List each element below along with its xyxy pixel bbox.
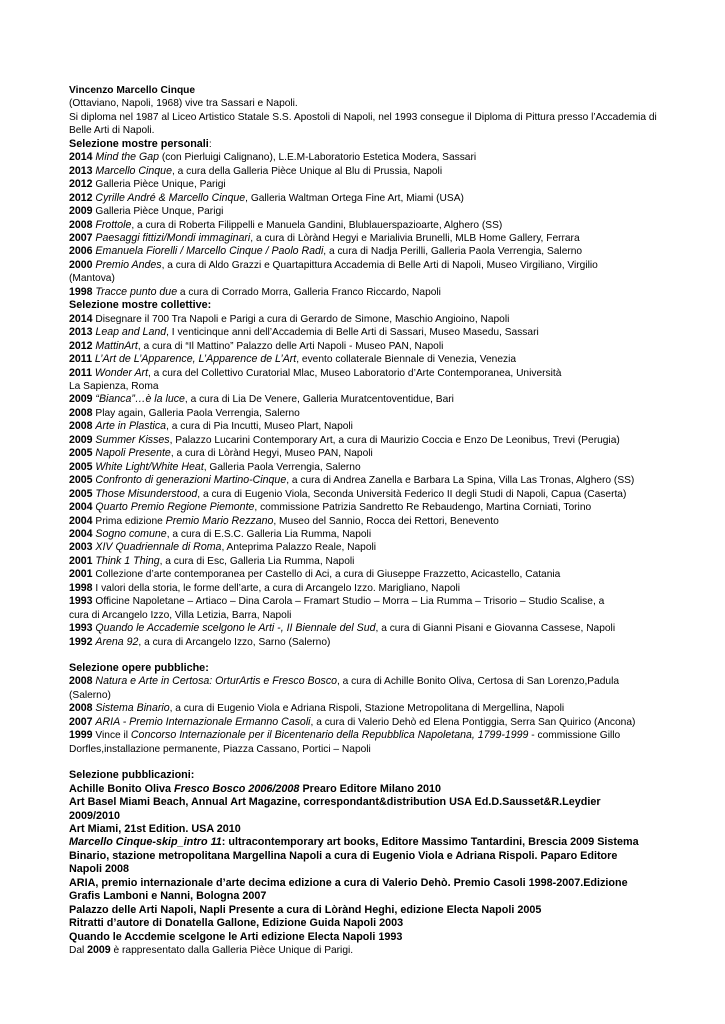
- entry-details: , a cura di Roberta Filippelli e Manuela Gandini, Blublauerspazioarte, Alghero (SS): [131, 219, 503, 231]
- list-item: [69, 729, 649, 742]
- list-item: [69, 609, 649, 622]
- list-item: [69, 689, 649, 702]
- list-item: [69, 353, 649, 366]
- list-item: [69, 407, 649, 420]
- entry-details: , a cura di Pia Incutti, Museo Plart, Napoli: [166, 421, 353, 433]
- publication-text: Prearo Editore Milano 2010: [299, 782, 442, 795]
- entry-details: , a cura di E.S.C. Galleria Lia Rumma, Napoli: [166, 528, 372, 540]
- publication-text: Napoli 2008: [69, 863, 130, 876]
- list-item: [69, 232, 649, 245]
- entry-year: 2000: [69, 258, 93, 271]
- entry-year: 2005: [69, 460, 93, 473]
- list-item: [69, 582, 649, 595]
- entry-year: 2011: [69, 353, 92, 366]
- entry-details: , Museo del Sannio, Rocca dei Rettori, Benevento: [273, 515, 499, 527]
- entry-year: 2006: [69, 245, 93, 258]
- list-item: [69, 192, 649, 205]
- list-item: [69, 272, 649, 285]
- entry-year: 2009: [69, 393, 93, 406]
- entry-year: 2008: [69, 702, 93, 715]
- entry-details: , a cura della Galleria Pièce Unique al Blu di Prussia, Napoli: [171, 165, 443, 177]
- entry-details: , a cura di Andrea Zanella e Barbara La Spina, Villa Las Tronas, Alghero (SS): [286, 475, 635, 487]
- list-item: [69, 501, 649, 514]
- list-item: [69, 675, 649, 688]
- entry-details: Galleria Pièce Unque, Parigi: [92, 206, 224, 218]
- entry-details: , a cura del Collettivo Curatorial Mlac, Museo Laboratorio d’Arte Contemporanea, Università: [148, 367, 562, 379]
- publication-line: [69, 904, 649, 917]
- publication-text: 2009/2010: [69, 809, 121, 822]
- entry-details: , a cura di Arcangelo Izzo, Sarno (Salerno): [138, 636, 331, 648]
- publication-line: [69, 823, 649, 836]
- list-item: [69, 151, 649, 164]
- publication-title: Fresco Bosco 2006/2008: [174, 782, 300, 795]
- list-item: [69, 461, 649, 474]
- list-item: [69, 313, 649, 326]
- list-item: [69, 595, 649, 608]
- artist-name: Vincenzo Marcello Cinque: [69, 85, 196, 96]
- entry-details: , a cura di Eugenio Viola e Adriana Rispoli, Stazione Metropolitana di Mergellina, Napoli: [169, 703, 565, 715]
- entry-title: Emanuela Fiorelli / Marcello Cinque / Paolo Radi: [95, 245, 324, 258]
- publication-text: Palazzo delle Arti Napoli, Napli Presente a cura di Lòrànd Heghi, edizione Electa Napoli 2005: [69, 903, 542, 916]
- footer-year: 2009: [87, 944, 111, 957]
- list-item: [69, 165, 649, 178]
- entry-year: 2004: [69, 527, 93, 540]
- entry-year: 2004: [69, 514, 93, 527]
- entry-details: La Sapienza, Roma: [69, 380, 159, 392]
- list-item: [69, 702, 649, 715]
- entry-title: XIV Quadriennale di Roma: [95, 541, 222, 554]
- publication-line: [69, 836, 649, 849]
- entry-year: 2005: [69, 487, 93, 500]
- publication-text: Binario, stazione metropolitana Margellina Napoli a cura di Eugenio Viola e Adriana Rispoli. Paparo Editore: [69, 849, 618, 862]
- entry-year: 2014: [69, 312, 93, 325]
- list-item: [69, 178, 649, 191]
- entry-year: 2003: [69, 541, 93, 554]
- entry-title: ARIA - Premio Internazionale Ermanno Casoli: [95, 715, 311, 728]
- publication-text: Art Miami, 21st Edition. USA 2010: [69, 823, 241, 836]
- list-item: [69, 286, 649, 299]
- entry-details: , I venticinque anni dell’Accademia di Belle Arti di Sassari, Museo Masedu, Sassari: [166, 327, 539, 339]
- entry-title: Quando le Accademie scelgono le Arti -, II Biennale del Sud: [95, 622, 376, 635]
- entry-details: , a cura di Lòrànd Hegyi, Museo PAN, Napoli: [170, 448, 373, 460]
- entry-title: Frottole: [95, 218, 132, 231]
- entry-title: Cyrille André & Marcello Cinque: [95, 191, 246, 204]
- entry-title: White Light/White Heat: [95, 460, 204, 473]
- entry-year: 2008: [69, 675, 93, 688]
- publications-list: [69, 783, 649, 944]
- entry-details: cura di Arcangelo Izzo, Villa Letizia, Barra, Napoli: [69, 609, 292, 621]
- entry-year: 2012: [69, 339, 93, 352]
- heading-colon: :: [208, 138, 212, 150]
- spacer: [69, 649, 649, 662]
- list-item: [69, 743, 649, 756]
- entry-details: Collezione d’arte contemporanea per Castello di Aci, a cura di Giuseppe Frazzetto, Acicastello, Catania: [92, 569, 561, 581]
- list-item: [69, 555, 649, 568]
- list-item: [69, 636, 649, 649]
- entry-title: MattinArt: [95, 339, 138, 352]
- entry-title: Leap and Land: [95, 326, 167, 339]
- entry-year: 1993: [69, 595, 93, 608]
- publication-text: Quando le Accdemie scelgone le Arti edizione Electa Napoli 1993: [69, 930, 403, 943]
- intro-line: Si diploma nel 1987 al Liceo Artistico Statale S.S. Apostoli di Napoli, nel 1993 consegue il Diploma di Pittura presso l’Accademia di: [69, 111, 657, 123]
- footer-text: Dal: [69, 945, 88, 957]
- entry-title: Mind the Gap: [95, 151, 160, 164]
- entry-details: , commissione Patrizia Sandretto Re Rebaudengo, Martina Corniati, Torino: [254, 502, 592, 514]
- entry-details: Officine Napoletane – Artiaco – Dina Carola – Framart Studio – Morra – Lia Rumma – Trisorio – Studio Scalise, a: [92, 596, 605, 608]
- list-item: [69, 205, 649, 218]
- publication-line: [69, 931, 649, 944]
- entry-details: - commissione Gillo: [528, 730, 621, 742]
- entry-details: I valori della storia, le forme dell’arte, a cura di Arcangelo Izzo. Marigliano, Napoli: [92, 582, 461, 594]
- list-item: [69, 515, 649, 528]
- entry-title: Sogno comune: [95, 527, 167, 540]
- entry-details: , a cura di Nadja Perilli, Galleria Paola Verrengia, Salerno: [323, 246, 583, 258]
- entry-year: 2013: [69, 164, 93, 177]
- entry-details: (Salerno): [69, 689, 111, 701]
- publication-line: [69, 810, 649, 823]
- list-item: [69, 528, 649, 541]
- entry-details: , Galleria Paola Verrengia, Salerno: [203, 461, 361, 473]
- entry-details: , a cura di Aldo Grazzi e Quartapittura Accademia di Belle Arti di Napoli, Museo Virgiliano, Virgilio: [161, 259, 598, 271]
- publication-text: Ritratti d’autore di Donatella Gallone, Edizione Guida Napoli 2003: [69, 917, 404, 930]
- entry-year: 2009: [69, 205, 93, 218]
- entry-details: a cura di Corrado Morra, Galleria Franco Riccardo, Napoli: [177, 286, 441, 298]
- list-item: [69, 420, 649, 433]
- entry-year: 1998: [69, 581, 93, 594]
- publication-text: Grafis Lamboni e Nanni, Bologna 2007: [69, 890, 267, 903]
- entry-year: 2008: [69, 406, 93, 419]
- entry-details: , a cura di “Il Mattino” Palazzo delle Arti Napoli - Museo PAN, Napoli: [137, 340, 444, 352]
- entry-year: 1998: [69, 285, 93, 298]
- opere-list: [69, 675, 649, 756]
- section-heading: Selezione opere pubbliche:: [69, 662, 209, 675]
- list-item: [69, 447, 649, 460]
- list-item: [69, 340, 649, 353]
- entry-year: 2001: [69, 568, 93, 581]
- entry-year: 2011: [69, 366, 92, 379]
- publication-text: ARIA, premio internazionale d’arte decima edizione a cura di Valerio Dehò. Premio Casoli 1998-2007.Edizione: [69, 876, 628, 889]
- publication-text: Achille Bonito Oliva: [69, 782, 174, 795]
- document-page: [69, 84, 657, 958]
- entry-title: Arena 92: [95, 635, 139, 648]
- publication-line: [69, 796, 649, 809]
- footer-line: [69, 944, 649, 957]
- entry-year: 2009: [69, 433, 93, 446]
- entry-details: , Anteprima Palazzo Reale, Napoli: [221, 542, 377, 554]
- entry-title: Sistema Binario: [95, 702, 170, 715]
- entry-year: 2005: [69, 474, 93, 487]
- spacer: [69, 756, 649, 769]
- entry-details: (con Pierluigi Calignano), L.E.M-Laboratorio Estetica Modera, Sassari: [159, 152, 477, 164]
- entry-year: 1992: [69, 635, 93, 648]
- entry-year: 2008: [69, 218, 93, 231]
- list-item: [69, 393, 649, 406]
- intro-line: Belle Arti di Napoli.: [69, 125, 155, 137]
- entry-details: , a cura di Lia De Venere, Galleria Muratcentoventidue, Bari: [184, 394, 454, 406]
- entry-title: Napoli Presente: [95, 447, 171, 460]
- publication-line: [69, 850, 649, 863]
- entry-title: Premio Mario Rezzano: [165, 514, 274, 527]
- entry-details: , evento collaterale Biennale di Venezia, Venezia: [296, 354, 517, 366]
- personali-list: [69, 151, 649, 299]
- publication-text: Art Basel Miami Beach, Annual Art Magazine, correspondant&distribution USA Ed.D.Sausset&R.Leydier: [69, 796, 601, 809]
- entry-year: 2007: [69, 715, 93, 728]
- list-item: [69, 245, 649, 258]
- entry-details: , a cura di Gianni Pisani e Giovanna Cassese, Napoli: [375, 623, 616, 635]
- entry-details: , a cura di Esc, Galleria Lia Rumma, Napoli: [159, 555, 355, 567]
- publication-line: [69, 917, 649, 930]
- publication-line: [69, 783, 649, 796]
- footer-text: è rappresentato dalla Galleria Pièce Unique di Parigi.: [110, 945, 354, 957]
- entry-details: , a cura di Eugenio Viola, Seconda Università Federico II degli Studi di Napoli, Capua (Caserta): [197, 488, 627, 500]
- list-item: [69, 716, 649, 729]
- entry-year: 2001: [69, 554, 93, 567]
- entry-title: Premio Andes: [95, 258, 162, 271]
- entry-title: Wonder Art: [94, 366, 149, 379]
- publication-text: : ultracontemporary art books, Editore Massimo Tantardini, Brescia 2009 Sistema: [221, 836, 639, 849]
- entry-title: Concorso Internazionale per il Bicentenario della Repubblica Napoletana, 1799-1999: [130, 729, 529, 742]
- list-item: [69, 367, 649, 380]
- list-item: [69, 219, 649, 232]
- entry-details: Play again, Galleria Paola Verrengia, Salerno: [92, 407, 300, 419]
- entry-year: 2012: [69, 191, 93, 204]
- list-item: [69, 622, 649, 635]
- entry-details: (Mantova): [69, 273, 115, 285]
- entry-title: Summer Kisses: [95, 433, 170, 446]
- section-heading: Selezione pubblicazioni:: [69, 769, 195, 782]
- entry-details: , Palazzo Lucarini Contemporary Art, a cura di Maurizio Coccia e Enzo De Leonibus, Trevi (Perugia): [169, 434, 620, 446]
- list-item: [69, 568, 649, 581]
- entry-title: Quarto Premio Regione Piemonte: [95, 501, 255, 514]
- entry-details: , Galleria Waltman Ortega Fine Art, Miami (USA): [245, 192, 464, 204]
- entry-year: 2007: [69, 231, 93, 244]
- entry-year: 2005: [69, 447, 93, 460]
- entry-details: , a cura di Achille Bonito Oliva, Certosa di San Lorenzo,Padula: [337, 676, 620, 688]
- entry-details: , a cura di Lòrànd Hegyi e Marialivia Brunelli, MLB Home Gallery, Ferrara: [250, 232, 580, 244]
- entry-title: Paesaggi fittizi/Mondi immaginari: [95, 231, 251, 244]
- entry-year: 2014: [69, 151, 93, 164]
- publication-line: [69, 890, 649, 903]
- entry-year: 2008: [69, 420, 93, 433]
- intro-line: (Ottaviano, Napoli, 1968) vive tra Sassari e Napoli.: [69, 98, 298, 110]
- list-item: [69, 474, 649, 487]
- entry-year: 2013: [69, 326, 93, 339]
- entry-details: Prima edizione: [92, 515, 166, 527]
- collettive-list: [69, 313, 649, 649]
- section-heading: Selezione mostre personali: [69, 137, 209, 150]
- entry-details: , a cura di Valerio Dehò ed Elena Pontiggia, Serra San Quirico (Ancona): [310, 716, 636, 728]
- entry-details: Dorfles,installazione permanente, Piazza Cassano, Portici – Napoli: [69, 743, 371, 755]
- entry-title: Arte in Plastica: [95, 420, 167, 433]
- entry-year: 2004: [69, 501, 93, 514]
- personali-heading-line: [69, 138, 649, 151]
- list-item: [69, 488, 649, 501]
- section-heading: Selezione mostre collettive:: [69, 299, 212, 312]
- entry-title: L’Art de L’Apparence, L’Apparence de L’Art: [94, 353, 297, 366]
- entry-title: Marcello Cinque: [95, 164, 172, 177]
- list-item: [69, 326, 649, 339]
- entry-year: 2012: [69, 178, 93, 191]
- entry-year: 1999: [69, 729, 93, 742]
- list-item: [69, 434, 649, 447]
- entry-title: “Bianca”…è la luce: [95, 393, 185, 406]
- publication-line: [69, 877, 649, 890]
- list-item: [69, 259, 649, 272]
- publication-title: Marcello Cinque-skip_intro 11: [69, 836, 222, 849]
- entry-title: Natura e Arte in Certosa: OrturArtis e Fresco Bosco: [95, 675, 338, 688]
- entry-title: Tracce punto due: [95, 285, 178, 298]
- entry-details: Vince il: [92, 730, 131, 742]
- list-item: [69, 541, 649, 554]
- entry-title: Confronto di generazioni Martino-Cinque: [95, 474, 287, 487]
- entry-title: Those Misunderstood: [95, 487, 198, 500]
- entry-details: Disegnare il 700 Tra Napoli e Parigi a cura di Gerardo de Simone, Maschio Angioino, Napoli: [92, 313, 510, 325]
- list-item: [69, 380, 649, 393]
- entry-year: 1993: [69, 622, 93, 635]
- publication-line: [69, 863, 649, 876]
- entry-details: Galleria Pièce Unique, Parigi: [92, 179, 226, 191]
- entry-title: Think 1 Thing: [95, 554, 160, 567]
